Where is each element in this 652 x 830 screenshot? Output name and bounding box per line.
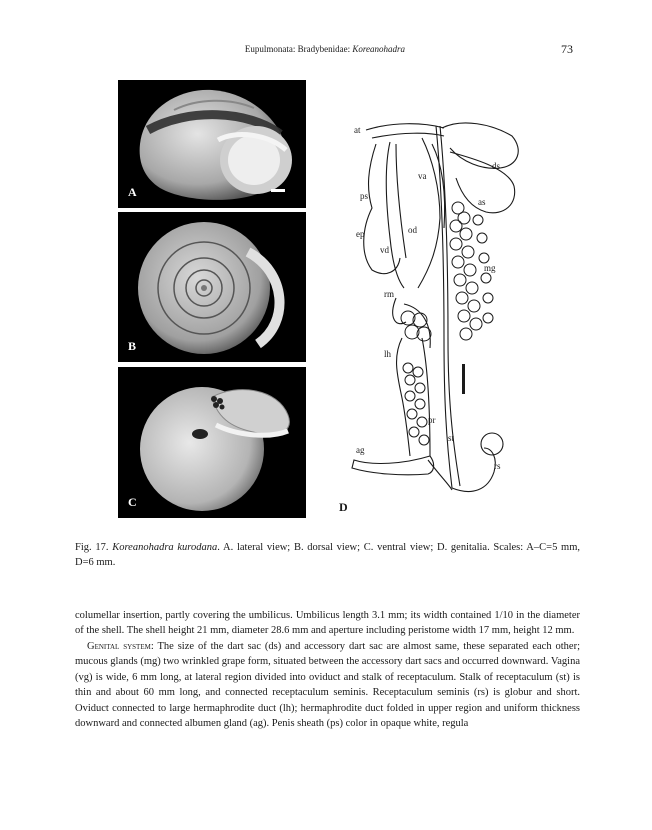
photo-panel-c [118,367,306,518]
shell-lateral-image [118,80,306,208]
body-text [75,608,580,731]
panel-label-b: B [128,339,137,353]
body-paragraph-2 [75,639,580,732]
caption-species: Koreanohadra kurodana [112,542,218,553]
label-lh: lh [384,349,392,359]
label-at: at [354,125,361,135]
panel-label-c: C [128,495,137,509]
photo-panel-a [118,80,306,208]
caption-fig-number: Fig. 17. [75,542,109,553]
body-paragraph-1: columellar insertion, partly covering the umbilicus. Umbilicus length 3.1 mm; its width contained 1/10 in the diameter of the shell. The shell height 21 mm, diameter 28.6 mm and aperture including peristome width 17 mm, height 12 mm. [75,610,580,637]
shell-dorsal-image [118,212,306,362]
caption-text: . A. lateral view; B. dorsal view; C. ventral view; D. genitalia. Scales: A–C=5 mm, D=6 mm. [75,542,580,569]
label-as: as [478,197,486,207]
running-head [220,44,430,54]
label-va: va [418,171,427,181]
genital-system-heading: Genital system [87,640,151,652]
label-od: od [408,225,417,235]
panel-label-d: D [339,500,348,514]
label-st: st [448,433,455,443]
running-head-families: Eupulmonata: Bradybenidae: [244,44,353,54]
label-ps: ps [360,191,369,201]
genital-system-text: : The size of the dart sac (ds) and accessory dart sac are almost same, these separated each other; mucous glands (mg) two wrinkled grape form, situated between the accessory dart sacs and occurred downward. Vagina (vg) is wide, 6 mm long, at lateral region divided into oviduct and stalk of receptaculum. Stalk of receptaculum (st) is thin and about 60 mm long, and connected receptaculum seminis. Receptaculum seminis (rs) is globur and short. Oviduct connected to large hermaphrodite duct (lh); hermaphrodite duct folded in upper region and uniform thickness downward and connected albumen gland (ag). Penis sheath (ps) color in opaque white, regula [75,640,580,729]
running-head-genus: Koreanohadra [352,44,406,54]
page-number: 73 [561,42,573,56]
panel-label-a: A [128,185,137,199]
genitalia-drawing [332,108,532,518]
label-ep: ep [356,229,365,239]
label-pr: pr [428,415,436,425]
label-rs: rs [494,461,501,471]
label-ds: ds [492,161,501,171]
label-mg: mg [484,263,496,273]
photo-panel-b [118,212,306,362]
label-vd: vd [380,245,389,255]
figure-caption [75,540,580,570]
shell-ventral-image [118,367,306,518]
label-rm: rm [384,289,394,299]
label-ag: ag [356,445,365,455]
genitalia-line-drawing [332,108,532,518]
